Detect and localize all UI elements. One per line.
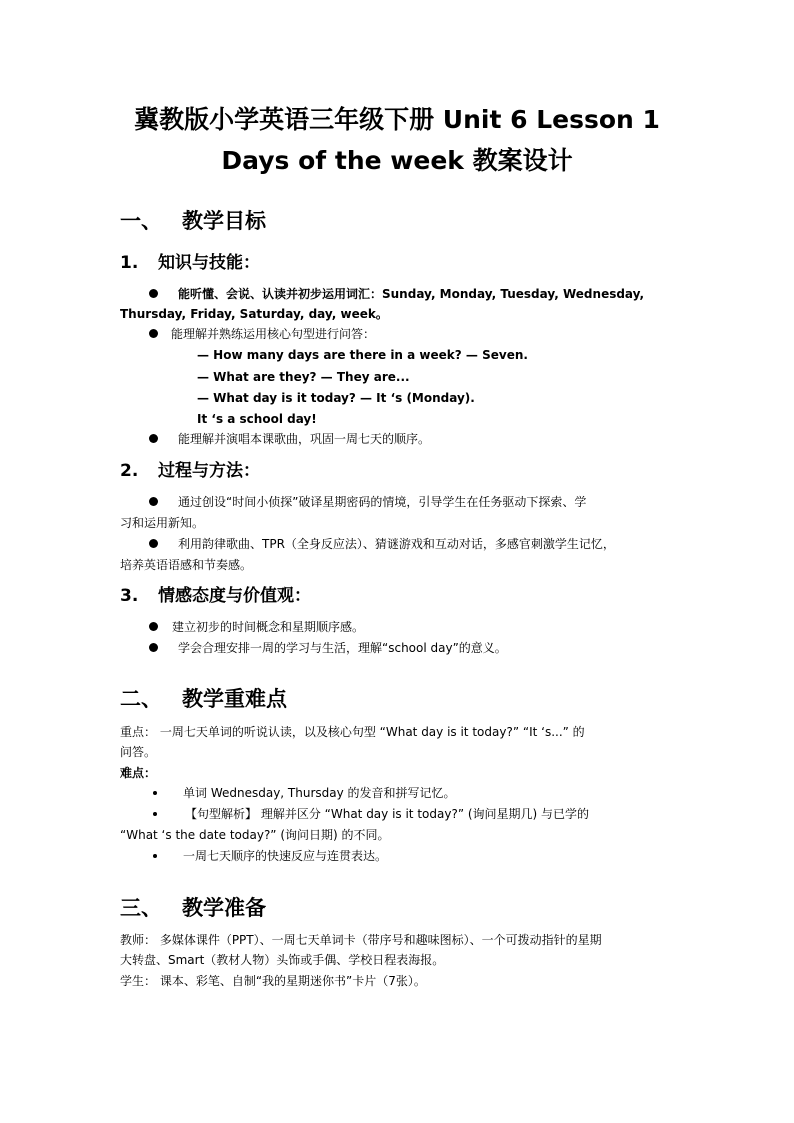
list-item: 通过创设“时间小侦探”破译星期密码的情境，引导学生在任务驱动下探索、学: [149, 493, 586, 511]
bullet-icon: [149, 539, 158, 548]
list-item-continuation: Thursday, Friday, Saturday, day, week。: [120, 307, 388, 321]
subsection-number: 3.: [120, 586, 139, 606]
student-prep-text: 学生： 课本、彩笔、自制“我的星期迷你书”卡片（7张）。: [120, 974, 426, 988]
section-number: 二、: [120, 687, 162, 711]
list-item-continuation: “What ‘s the date today?” (询问日期) 的不同。: [120, 828, 390, 842]
subsection-number: 2.: [120, 461, 139, 481]
list-item: 单词 Wednesday, Thursday 的发音和拼写记忆。: [153, 784, 456, 802]
section-heading-objectives: [120, 207, 266, 235]
subsection-title: 情感态度与价值观：: [158, 586, 311, 606]
dot-icon: [153, 791, 157, 795]
dialogue-line: It ‘s a school day!: [197, 412, 317, 426]
list-item: 一周七天顺序的快速反应与连贯表达。: [153, 847, 387, 865]
difficulty-label: 难点：: [120, 766, 157, 780]
section-number: 三、: [120, 896, 162, 920]
bullet-icon: [149, 643, 158, 652]
section-number: 一、: [120, 209, 162, 233]
list-item: 【句型解析】 理解并区分 “What day is it today?” (询问星期几) 与已学的: [153, 805, 589, 823]
dot-icon: [153, 854, 157, 858]
dialogue-line: — What day is it today? — It ‘s (Monday).: [197, 391, 475, 405]
teacher-prep-text-continuation: 大转盘、Smart（教材人物）头饰或手偶、学校日程表海报。: [120, 953, 445, 967]
list-item: 能理解并演唱本课歌曲，巩固一周七天的顺序。: [149, 430, 430, 448]
bullet-icon: [149, 497, 158, 506]
list-item-continuation: 培养英语语感和节奏感。: [120, 558, 253, 572]
list-item: 利用韵律歌曲、TPR（全身反应法）、猜谜游戏和互动对话，多感官刺激学生记忆，: [149, 535, 615, 553]
list-item: 能听懂、会说、认读并初步运用词汇：Sunday, Monday, Tuesday, Wednesday,: [149, 285, 644, 303]
list-item: 学会合理安排一周的学习与生活，理解“school day”的意义。: [149, 639, 507, 657]
dialogue-line: — How many days are there in a week? — Seven.: [197, 348, 528, 362]
key-point-text-continuation: 问答。: [120, 745, 157, 759]
list-item: 建立初步的时间概念和星期顺序感。: [149, 618, 364, 636]
subsection-number: 1.: [120, 253, 139, 273]
section-title: 教学重难点: [182, 687, 287, 711]
teacher-prep-text: 教师： 多媒体课件（PPT）、一周七天单词卡（带序号和趣味图标）、一个可拨动指针的星期: [120, 933, 602, 947]
dot-icon: [153, 812, 157, 816]
section-title: 教学准备: [182, 896, 266, 920]
document-title-line-1: 冀教版小学英语三年级下册 Unit 6 Lesson 1: [134, 105, 660, 134]
list-item-continuation: 习和运用新知。: [120, 516, 205, 530]
subsection-heading-process: [120, 460, 260, 482]
section-heading-key-points: [120, 685, 287, 713]
subsection-title: 过程与方法：: [158, 461, 260, 481]
bullet-icon: [149, 289, 158, 298]
section-title: 教学目标: [182, 209, 266, 233]
list-item: 能理解并熟练运用核心句型进行问答：: [149, 325, 375, 343]
bullet-icon: [149, 329, 158, 338]
document-title-line-2: Days of the week 教案设计: [221, 146, 573, 175]
bullet-icon: [149, 434, 158, 443]
key-point-text: 重点： 一周七天单词的听说认读，以及核心句型 “What day is it today?” “It ‘s...” 的: [120, 725, 585, 739]
subsection-title: 知识与技能：: [158, 253, 260, 273]
dialogue-line: — What are they? — They are...: [197, 370, 410, 384]
section-heading-preparation: [120, 894, 266, 922]
subsection-heading-values: [120, 585, 311, 607]
bullet-icon: [149, 622, 158, 631]
subsection-heading-knowledge: [120, 252, 260, 274]
